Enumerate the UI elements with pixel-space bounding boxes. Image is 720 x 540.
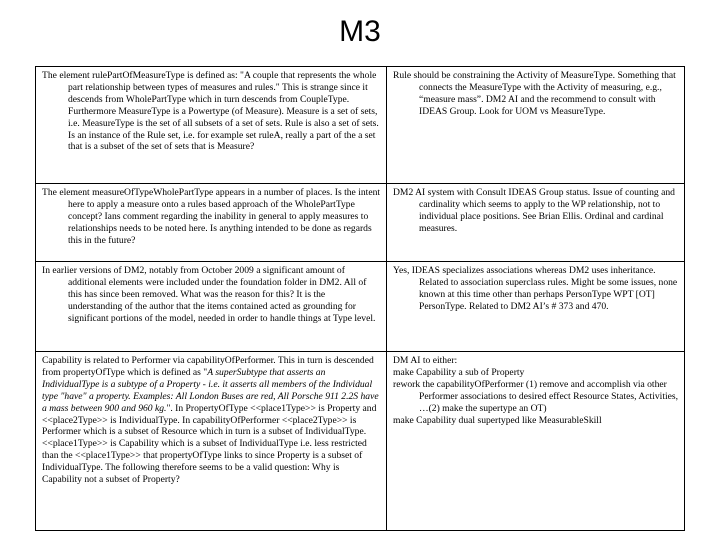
issue-text-part1: Capability is related to Performer via capabilityOfPerformer. This in turn is descended from propertyOfType which is defined as " [42,355,374,378]
table-cell-issue [36,262,387,352]
resolution-text: DM2 AI system with Consult IDEAS Group status. Issue of counting and cardinality which seems to apply to the WP relationship, not to individual place positions. See Brian Ellis. Ordinal and cardinal measures. [393,187,675,234]
table-row [36,352,685,531]
resolution-text: Yes, IDEAS specializes associations whereas DM2 uses inheritance. Related to association superclass rules. Might be some issues, none known at this time other than perhaps PersonType WPT [OT] PersonType. Related to DM2 AI’s # 373 and 470. [393,265,678,312]
issue-text: In earlier versions of DM2, notably from October 2009 a significant amount of additional elements were included under the foundation folder in DM2. All of this has since been removed. What was the reason for this? It is the understanding of the author that the items contained acted as grounding for significant portions of the model, needed in order to handle things at Type level. [42,265,376,324]
resolution-line: DM AI to either: [393,355,458,366]
slide-title: M3 [339,15,381,48]
issue-text [42,355,381,486]
table-cell-issue [36,352,387,531]
issue-text: The element measureOfTypeWholePartType appears in a number of places. Is the intent here to apply a measure onto a rules based approach of the WholePartType concept? Ians comment regarding the inability in general to apply measures to relationships needs to be noted here. Is anything intended to be done as regards this in the future? [42,187,381,246]
table-cell-resolution [387,262,685,352]
issue-text-part2: ". In PropertyOfType <<place1Type>> is Property and <<place2Type>> is IndividualType. In capabilityOfPerformer <<place2Type>> is Performer which is a subset of Resource which in turn is a subset of IndividualType. <<place1Type>> is Capability which is a subset of IndividualType i.e. less restricted than the <<place1Type>> that propertyOfType links to since Property is a subset of IndividualType. The following therefore seems to be a valid question: Why is Capability not a subset of Property? [42,402,377,486]
issues-table [35,66,685,531]
table-cell-issue [36,184,387,262]
table-cell-issue [36,67,387,184]
resolution-text: Rule should be constraining the Activity of MeasureType. Something that connects the MeasureType with the Activity of measuring, e.g., “measure mass”. DM2 AI and the recommend to consult with IDEAS Group. Look for UOM vs MeasureType. [393,70,676,117]
resolution-line: rework the capabilityOfPerformer (1) remove and accomplish via other Performer associations to desired effect Resource States, Activities, …(2) make the supertype an OT) [393,378,679,414]
table-cell-resolution [387,67,685,184]
table-cell-resolution [387,352,685,531]
table-row [36,67,685,184]
table-cell-resolution [387,184,685,262]
resolution-line: make Capability a sub of Property [393,366,525,378]
table-row [36,262,685,352]
issue-text-italic: A superSubtype that asserts an IndividualType is a subtype of a Property - i.e. it asserts all members of the Individual type "have" a property. Examples: All London Buses are red, All Porsche 911 2.2S have a mass between 900 and 960 kg. [42,366,379,414]
issue-text: The element rulePartOfMeasureType is defined as: "A couple that represents the whole part relationship between types of measures and rules." This is strange since it descends from WholePartType which in turn descends from CoupleType. Furthermore MeasureType is a Powertype (of Measure). Measure is a set of sets, i.e. MeasureType is the set of all subsets of a set of sets. Rule is also a set of sets. Is an instance of the Rule set, i.e. for example set ruleA, really a part of the a set that is a subset of the set of sets that is Measure? [42,70,379,153]
table-row [36,184,685,262]
resolution-line: make Capability dual supertyped like MeasurableSkill [393,414,602,426]
